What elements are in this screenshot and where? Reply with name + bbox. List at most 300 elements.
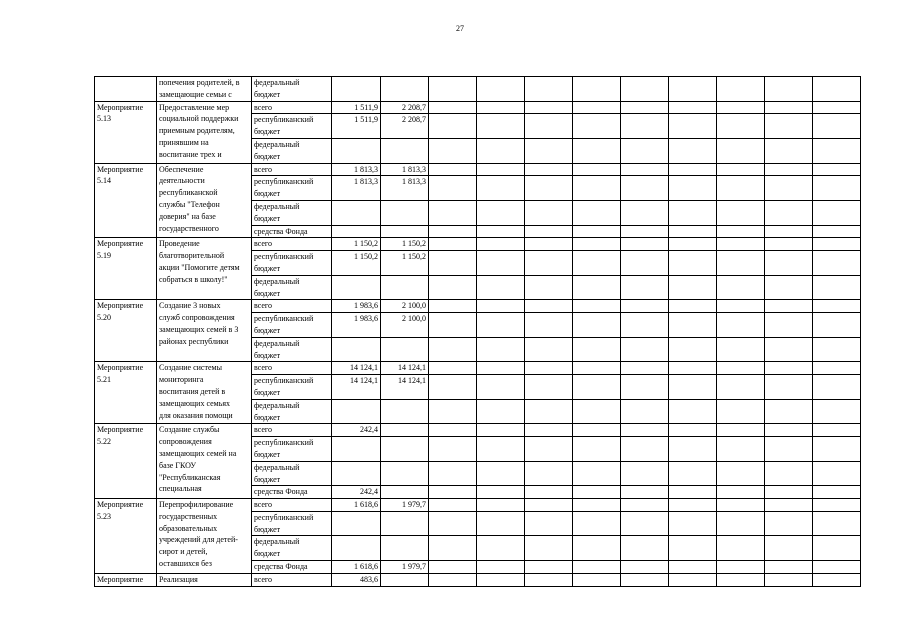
amount-cell-1 [332,138,381,163]
empty-cell [621,337,669,362]
funding-source-line: федеральный [254,78,300,87]
empty-cell [573,424,621,437]
description-line: районах республики [159,336,229,346]
empty-cell [621,362,669,375]
empty-cell [429,399,477,424]
funding-source-line: средства Фонда [254,226,308,236]
funding-source-line: бюджет [254,288,281,298]
amount-cell-1 [332,225,381,238]
empty-cell [669,77,717,102]
funding-source-line: республиканский [254,512,314,522]
funding-source-line: всего [254,164,273,174]
description-line: воспитания детей в [159,386,226,396]
funding-source-line: всего [254,301,273,311]
empty-cell [765,499,813,512]
empty-cell [621,238,669,251]
empty-cell [669,176,717,201]
empty-cell [621,163,669,176]
empty-cell [429,300,477,313]
empty-cell [573,461,621,486]
empty-cell [621,138,669,163]
description-cell [157,573,252,586]
empty-cell [813,536,861,561]
empty-cell [621,486,669,499]
description-line: службы "Телефон [159,199,220,209]
empty-cell [429,437,477,462]
empty-cell [573,437,621,462]
empty-cell [717,176,765,201]
empty-cell [429,238,477,251]
description-line: замещающие семьи с [159,89,232,99]
empty-cell [717,225,765,238]
description-line: для оказания помощи [159,410,233,420]
funding-source-line: федеральный [254,400,300,410]
empty-cell [813,114,861,139]
table-row [95,101,861,114]
empty-cell [669,313,717,338]
empty-cell [765,561,813,574]
budget-table-body [95,77,861,587]
amount-cell-2: 1 979,7 [381,561,429,574]
empty-cell [717,337,765,362]
event-cell [95,573,157,586]
amount-cell-1: 1 150,2 [332,238,381,251]
empty-cell [621,200,669,225]
empty-cell [477,362,525,375]
funding-source-line: всего [254,574,273,584]
empty-cell [813,251,861,276]
description-line: государственных [159,511,218,521]
empty-cell [813,375,861,400]
event-cell [95,499,157,574]
empty-cell [429,362,477,375]
event-line: Мероприятие [97,239,144,249]
empty-cell [621,511,669,536]
funding-source-line: республиканский [254,438,314,448]
empty-cell [621,437,669,462]
empty-cell [573,399,621,424]
empty-cell [765,375,813,400]
table-row [95,77,861,102]
description-line: "Республиканская [159,472,221,482]
empty-cell [669,486,717,499]
amount-cell-2 [381,437,429,462]
description-line: Перепрофилирование [159,500,234,510]
funding-source-line: республиканский [254,177,314,187]
empty-cell [717,362,765,375]
funding-source-line: бюджет [254,449,281,459]
amount-cell-1: 14 124,1 [332,375,381,400]
funding-source-cell [252,375,332,400]
amount-cell-1 [332,536,381,561]
funding-source-line: бюджет [254,524,281,534]
empty-cell [573,114,621,139]
empty-cell [765,138,813,163]
empty-cell [477,375,525,400]
amount-cell-2 [381,511,429,536]
empty-cell [621,101,669,114]
description-line: принявшим на [159,137,209,147]
empty-cell [477,536,525,561]
empty-cell [477,337,525,362]
description-line: базе ГКОУ [159,460,197,470]
empty-cell [477,300,525,313]
description-line: благотворительной [159,251,225,261]
empty-cell [813,561,861,574]
empty-cell [717,200,765,225]
empty-cell [669,362,717,375]
empty-cell [621,561,669,574]
event-cell [95,77,157,102]
funding-source-cell [252,511,332,536]
empty-cell [717,238,765,251]
empty-cell [717,163,765,176]
empty-cell [669,300,717,313]
empty-cell [813,275,861,300]
amount-cell-2 [381,536,429,561]
empty-cell [429,114,477,139]
empty-cell [573,375,621,400]
empty-cell [477,200,525,225]
empty-cell [621,251,669,276]
funding-source-line: бюджет [254,189,281,199]
empty-cell [813,337,861,362]
empty-cell [525,300,573,313]
event-cell [95,238,157,300]
amount-cell-1 [332,200,381,225]
event-line: 5.20 [97,313,111,323]
description-cell [157,163,252,238]
description-cell [157,300,252,362]
empty-cell [429,163,477,176]
empty-cell [669,101,717,114]
table-row [95,362,861,375]
empty-cell [765,337,813,362]
empty-cell [573,238,621,251]
empty-cell [669,225,717,238]
description-cell [157,499,252,574]
event-cell [95,163,157,238]
empty-cell [621,225,669,238]
funding-source-line: бюджет [254,325,281,335]
empty-cell [621,313,669,338]
page-number: 27 [456,24,464,33]
funding-source-cell [252,114,332,139]
event-line: 5.23 [97,511,111,521]
empty-cell [717,114,765,139]
empty-cell [717,375,765,400]
empty-cell [429,200,477,225]
description-line: мониторинга [159,375,204,385]
event-line: Мероприятие [97,102,144,112]
empty-cell [429,176,477,201]
empty-cell [765,200,813,225]
empty-cell [669,424,717,437]
funding-source-line: бюджет [254,263,281,273]
funding-source-line: бюджет [254,549,281,559]
funding-source-line: средства Фонда [254,487,308,497]
empty-cell [813,238,861,251]
funding-source-cell [252,486,332,499]
empty-cell [525,275,573,300]
empty-cell [429,486,477,499]
table-row [95,424,861,437]
empty-cell [765,399,813,424]
amount-cell-1: 1 150,2 [332,251,381,276]
funding-source-line: республиканский [254,115,314,125]
empty-cell [429,275,477,300]
empty-cell [669,461,717,486]
funding-source-cell [252,138,332,163]
empty-cell [429,536,477,561]
event-line: 5.19 [97,251,111,261]
empty-cell [765,362,813,375]
description-line: Создание 3 новых [159,301,221,311]
empty-cell [573,77,621,102]
empty-cell [477,163,525,176]
empty-cell [429,375,477,400]
funding-source-line: бюджет [254,213,281,223]
description-cell [157,362,252,424]
empty-cell [765,114,813,139]
empty-cell [669,200,717,225]
empty-cell [813,486,861,499]
amount-cell-2 [381,573,429,586]
event-line: 5.22 [97,437,111,447]
amount-cell-2: 1 150,2 [381,251,429,276]
empty-cell [813,399,861,424]
amount-cell-1 [332,461,381,486]
funding-source-cell [252,200,332,225]
amount-cell-2 [381,399,429,424]
funding-source-line: федеральный [254,338,300,348]
empty-cell [621,77,669,102]
funding-source-cell [252,176,332,201]
description-line: Предоставление мер [159,102,230,112]
description-line: Реализация [159,574,198,584]
empty-cell [525,101,573,114]
empty-cell [669,536,717,561]
funding-source-line: бюджет [254,387,281,397]
amount-cell-1: 1 511,9 [332,114,381,139]
empty-cell [813,461,861,486]
funding-source-cell [252,313,332,338]
empty-cell [525,251,573,276]
funding-source-cell [252,101,332,114]
funding-source-line: бюджет [254,474,281,484]
empty-cell [477,77,525,102]
empty-cell [669,437,717,462]
event-line: Мероприятие [97,425,144,435]
empty-cell [429,77,477,102]
description-line: оставшихся без [159,559,212,569]
amount-cell-1: 1 511,9 [332,101,381,114]
funding-source-cell [252,337,332,362]
description-line: Создание системы [159,363,222,373]
budget-table [94,76,861,587]
empty-cell [573,536,621,561]
empty-cell [717,251,765,276]
empty-cell [813,573,861,586]
funding-source-cell [252,424,332,437]
empty-cell [525,176,573,201]
empty-cell [717,511,765,536]
description-line: социальной поддержки [159,114,239,124]
table-row [95,573,861,586]
empty-cell [669,573,717,586]
empty-cell [765,573,813,586]
empty-cell [573,138,621,163]
empty-cell [813,77,861,102]
description-line: замещающих семьях [159,398,231,408]
empty-cell [429,225,477,238]
empty-cell [477,499,525,512]
amount-cell-1 [332,77,381,102]
empty-cell [765,77,813,102]
amount-cell-1: 14 124,1 [332,362,381,375]
funding-source-line: федеральный [254,462,300,472]
empty-cell [477,399,525,424]
empty-cell [621,375,669,400]
empty-cell [669,499,717,512]
empty-cell [429,499,477,512]
amount-cell-2: 2 208,7 [381,114,429,139]
funding-source-line: республиканский [254,314,314,324]
empty-cell [429,424,477,437]
funding-source-cell [252,300,332,313]
funding-source-line: федеральный [254,139,300,149]
empty-cell [477,313,525,338]
table-row [95,238,861,251]
empty-cell [525,424,573,437]
empty-cell [429,461,477,486]
empty-cell [573,176,621,201]
empty-cell [765,225,813,238]
empty-cell [765,461,813,486]
empty-cell [621,399,669,424]
empty-cell [717,561,765,574]
amount-cell-2 [381,424,429,437]
empty-cell [525,499,573,512]
table-row [95,163,861,176]
empty-cell [573,225,621,238]
empty-cell [573,337,621,362]
funding-source-line: всего [254,500,273,510]
empty-cell [477,511,525,536]
amount-cell-2: 1 979,7 [381,499,429,512]
empty-cell [525,337,573,362]
empty-cell [765,313,813,338]
empty-cell [573,313,621,338]
empty-cell [621,461,669,486]
description-line: собраться в школу!" [159,274,228,284]
funding-source-cell [252,437,332,462]
funding-source-cell [252,238,332,251]
empty-cell [477,573,525,586]
empty-cell [573,561,621,574]
empty-cell [813,424,861,437]
empty-cell [669,337,717,362]
empty-cell [813,300,861,313]
description-line: приемным родителям, [159,126,235,136]
empty-cell [669,561,717,574]
amount-cell-2: 14 124,1 [381,362,429,375]
empty-cell [525,399,573,424]
empty-cell [621,176,669,201]
amount-cell-2: 1 813,3 [381,163,429,176]
empty-cell [765,238,813,251]
empty-cell [477,251,525,276]
empty-cell [525,561,573,574]
empty-cell [765,437,813,462]
empty-cell [525,238,573,251]
funding-source-cell [252,499,332,512]
empty-cell [573,486,621,499]
empty-cell [477,424,525,437]
empty-cell [621,424,669,437]
empty-cell [717,300,765,313]
empty-cell [765,424,813,437]
event-line: 5.13 [97,114,111,124]
empty-cell [765,511,813,536]
empty-cell [765,163,813,176]
amount-cell-2: 1 813,3 [381,176,429,201]
description-line: замещающих семей на [159,448,237,458]
empty-cell [669,238,717,251]
amount-cell-2 [381,461,429,486]
event-line: Мероприятие [97,164,144,174]
empty-cell [717,486,765,499]
empty-cell [621,499,669,512]
description-line: доверия" на базе [159,211,216,221]
empty-cell [525,225,573,238]
empty-cell [669,511,717,536]
empty-cell [669,251,717,276]
empty-cell [765,101,813,114]
funding-source-cell [252,77,332,102]
description-line: образовательных [159,523,218,533]
amount-cell-1: 242,4 [332,424,381,437]
empty-cell [477,138,525,163]
description-line: попечения родителей, в [159,78,240,87]
amount-cell-2 [381,337,429,362]
table-row [95,499,861,512]
description-line: сопровождения [159,437,212,447]
empty-cell [669,399,717,424]
empty-cell [477,437,525,462]
amount-cell-2: 2 208,7 [381,101,429,114]
funding-source-line: федеральный [254,537,300,547]
empty-cell [525,511,573,536]
amount-cell-2 [381,486,429,499]
funding-source-cell [252,561,332,574]
amount-cell-1 [332,511,381,536]
funding-source-line: бюджет [254,350,281,360]
empty-cell [813,511,861,536]
funding-source-cell [252,251,332,276]
empty-cell [717,536,765,561]
empty-cell [477,238,525,251]
empty-cell [669,275,717,300]
amount-cell-1: 1 983,6 [332,300,381,313]
funding-source-line: всего [254,425,273,435]
empty-cell [717,399,765,424]
event-line: Мероприятие [97,500,144,510]
funding-source-line: бюджет [254,127,281,137]
amount-cell-2: 1 150,2 [381,238,429,251]
empty-cell [477,114,525,139]
funding-source-line: средства Фонда [254,562,308,572]
